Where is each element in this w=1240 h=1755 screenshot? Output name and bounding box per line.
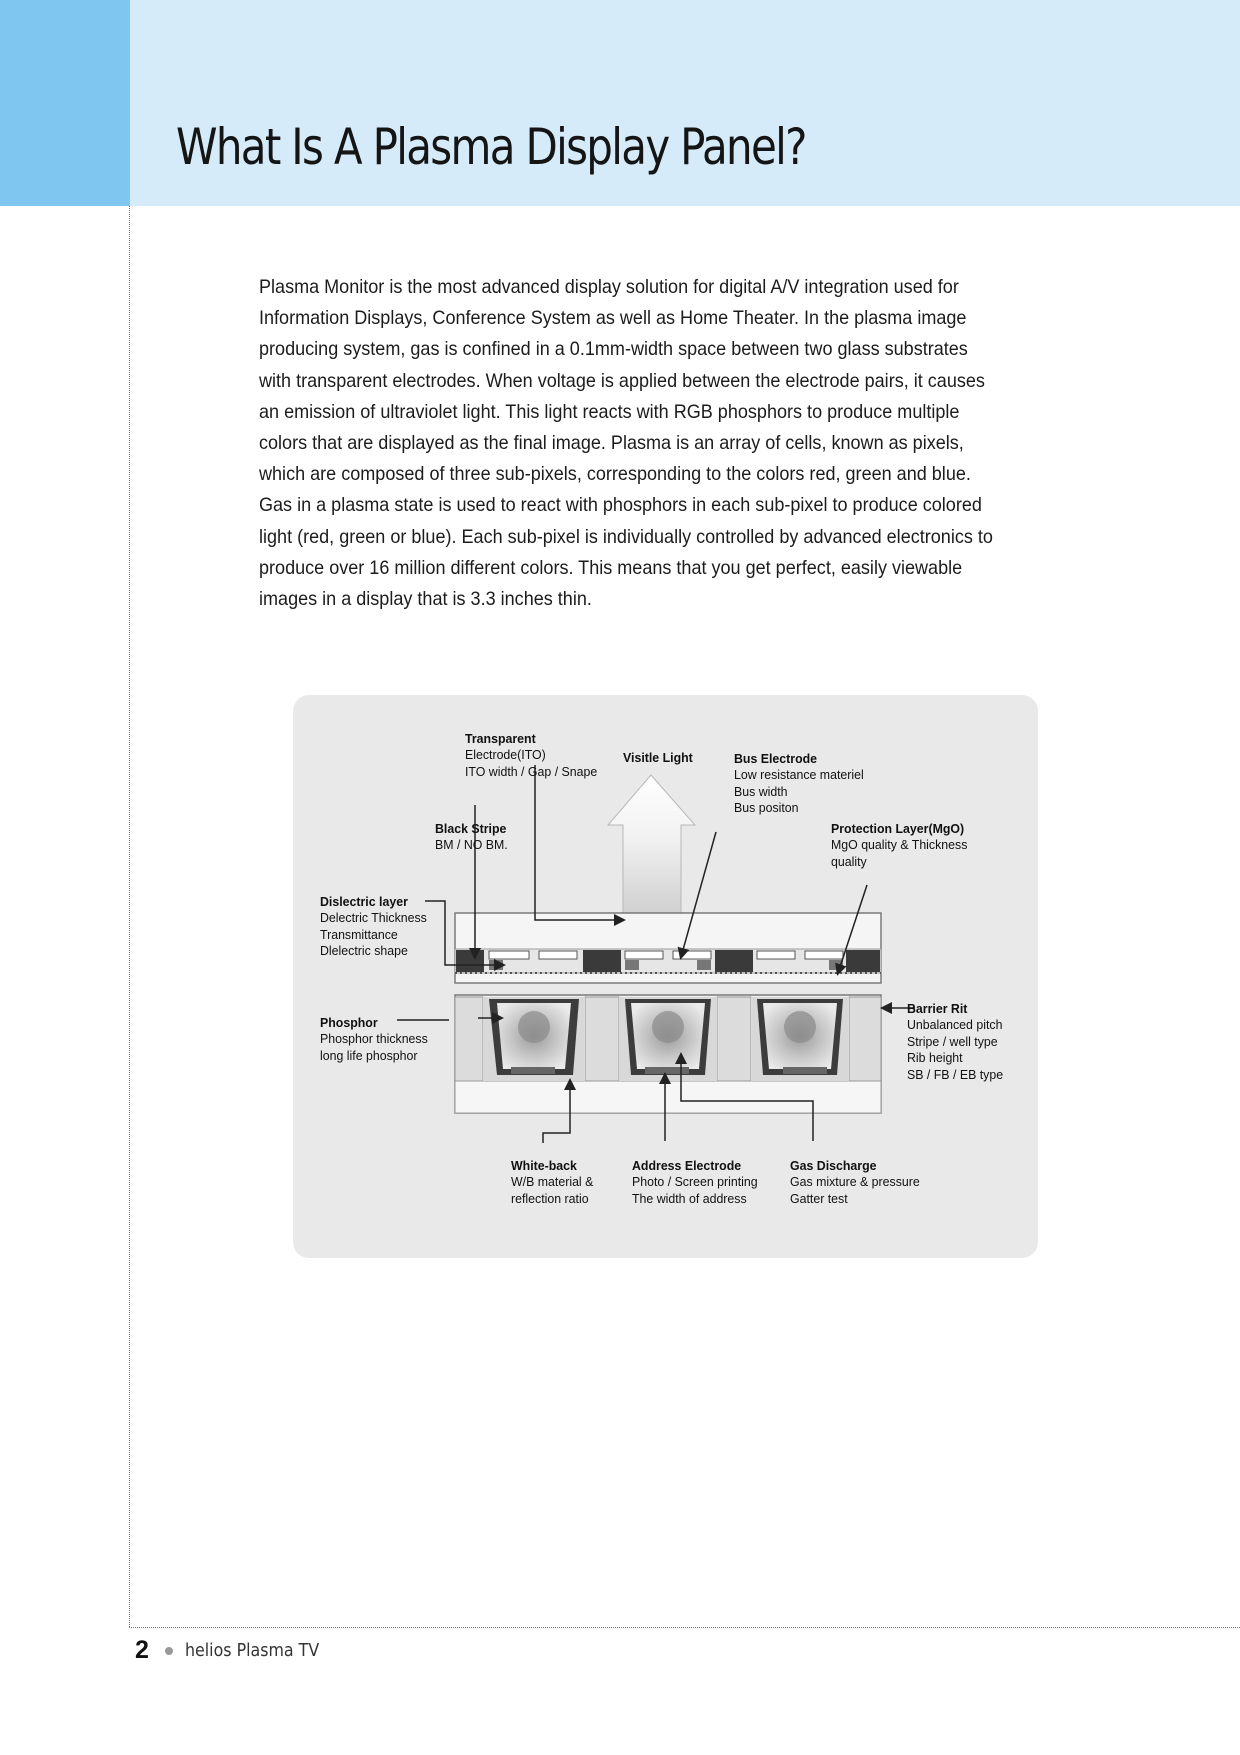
page-title: What Is A Plasma Display Panel? bbox=[176, 118, 806, 176]
page-footer bbox=[135, 1636, 337, 1665]
label-barrier-rib: Barrier Rit Unbalanced pitch Stripe / well type Rib height SB / FB / EB type bbox=[907, 1001, 1004, 1082]
footer-label: helios Plasma TV bbox=[184, 1640, 320, 1661]
label-phosphor: Phosphor Phosphor thickness long life phosphor bbox=[320, 1015, 428, 1063]
accent-block bbox=[0, 0, 130, 206]
label-transparent-electrode: Transparent Electrode(ITO) ITO width / Gap / Snape bbox=[465, 731, 598, 779]
bullet-dot-icon bbox=[165, 1647, 173, 1655]
black-stripe bbox=[456, 950, 484, 972]
label-black-stripe: Black Stripe BM / NO BM. bbox=[435, 821, 508, 853]
footer-rule bbox=[129, 1627, 1240, 1628]
address-electrode bbox=[511, 1067, 555, 1074]
page-number: 2 bbox=[135, 1636, 149, 1664]
label-gas-discharge: Gas Discharge Gas mixture & pressure Gatter test bbox=[790, 1158, 920, 1206]
left-margin-rule bbox=[129, 206, 130, 1627]
label-protection-layer: Protection Layer(MgO) MgO quality & Thickness quality bbox=[831, 821, 968, 869]
label-white-back: White-back W/B material & reflection ratio bbox=[511, 1158, 594, 1206]
label-address-electrode: Address Electrode Photo / Screen printing The width of address bbox=[632, 1158, 758, 1206]
label-bus-electrode: Bus Electrode Low resistance materiel Bus width Bus positon bbox=[734, 751, 864, 816]
label-visible-light: Visitle Light bbox=[623, 750, 693, 765]
label-dielectric-layer: Dislectric layer Delectric Thickness Transmittance Dlelectric shape bbox=[320, 894, 427, 959]
pdp-structure-diagram bbox=[293, 695, 1038, 1258]
barrier-rib bbox=[455, 997, 483, 1081]
intro-paragraph: Plasma Monitor is the most advanced display solution for digital A/V integration used for Information Displays, Conference System as well as Home Theater. In the plasma image producing system, gas is confined in a 0.1mm-width space between two glass substrates with transparent electrodes. When voltage is applied between the electrode pairs, it causes an emission of ultraviolet light. This light reacts with RGB phosphors to produce multiple colors that are displayed as the final image. Plasma is an array of cells, known as pixels, which are composed of three sub-pixels, corresponding to the colors red, green and blue. Gas in a plasma state is used to react with phosphors in each sub-pixel to produce colored light (red, green or blue). Each sub-pixel is individually controlled by advanced electronics to produce over 16 million different colors. This means that you get perfect, easily viewable images in a display that is 3.3 inches thin. bbox=[259, 276, 993, 611]
visible-light-arrow bbox=[608, 775, 695, 913]
